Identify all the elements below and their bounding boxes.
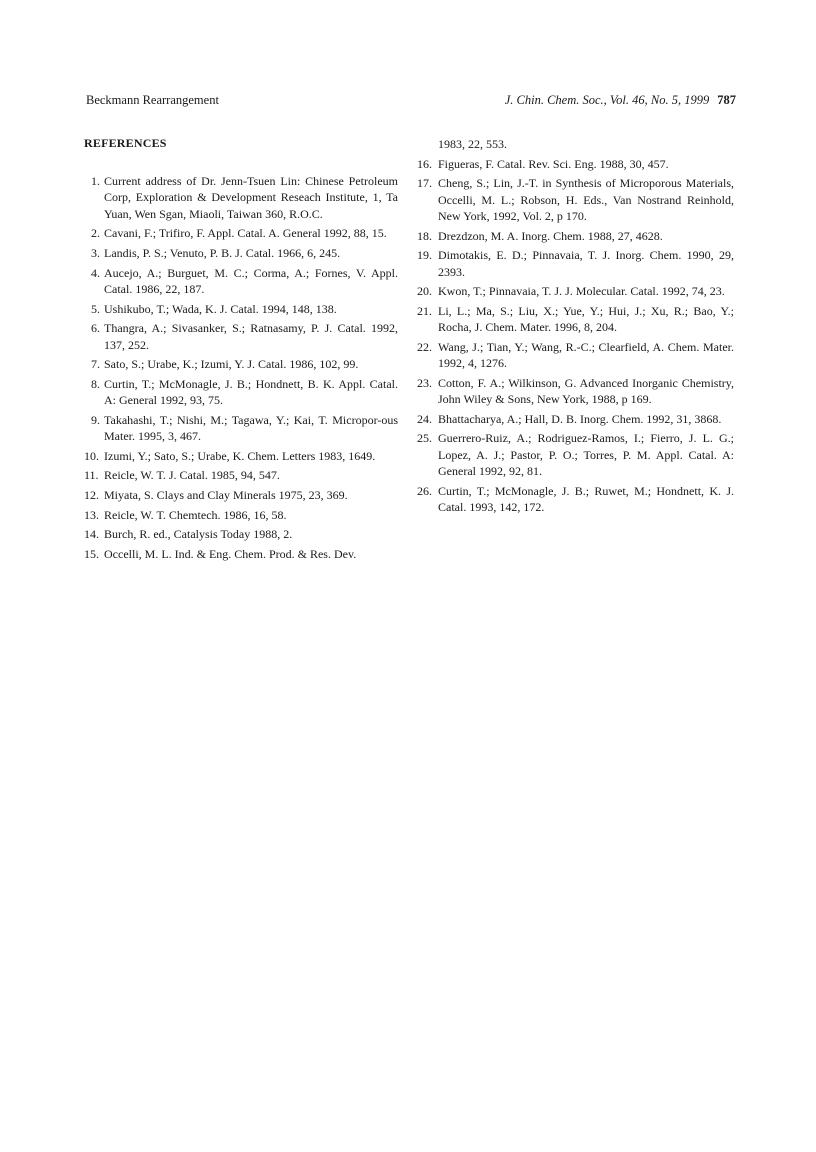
reference-item [86, 376, 398, 409]
reference-text: Aucejo, A.; Burguet, M. C.; Corma, A.; Fornes, V. Appl. Catal. 1986, 22, 187. [104, 265, 398, 296]
reference-item [86, 356, 398, 372]
reference-item [86, 526, 398, 542]
reference-text: Ushikubo, T.; Wada, K. J. Catal. 1994, 148, 138. [104, 301, 337, 316]
page-number: 787 [717, 93, 736, 107]
reference-text: Cotton, F. A.; Wilkinson, G. Advanced Inorganic Chemistry, John Wiley & Sons, New York, 1988, p 169. [438, 375, 734, 407]
reference-text: Izumi, Y.; Sato, S.; Urabe, K. Chem. Letters 1983, 1649. [104, 448, 376, 463]
journal-citation: J. Chin. Chem. Soc., Vol. 46, No. 5, 1999 [504, 93, 710, 107]
reference-text: Landis, P. S.; Venuto, P. B. J. Catal. 1966, 6, 245. [104, 246, 341, 260]
reference-item [86, 173, 398, 222]
references-right-column [419, 136, 734, 519]
reference-item [86, 448, 398, 464]
reference-item [419, 283, 734, 299]
reference-item [86, 245, 398, 261]
reference-text: Burch, R. ed., Catalysis Today 1988, 2. [104, 527, 293, 542]
reference-number: 15. [84, 546, 99, 561]
reference-number: 1. [91, 174, 100, 188]
reference-item [86, 320, 398, 353]
reference-item [419, 303, 734, 336]
reference-text: Miyata, S. Clays and Clay Minerals 1975, 23, 369. [104, 487, 348, 502]
reference-item [86, 546, 398, 562]
reference-item [419, 483, 734, 516]
reference-number: 11. [84, 468, 99, 483]
running-head-journal [505, 93, 736, 108]
reference-item [419, 430, 734, 479]
reference-item [419, 228, 734, 244]
reference-text: Curtin, T.; McMonagle, J. B.; Hondnett, B. K. Appl. Catal. A: General 1992, 93, 75. [104, 376, 398, 408]
reference-item [86, 487, 398, 503]
reference-text: Current address of Dr. Jenn-Tsuen Lin: Chinese Petroleum Corp, Exploration & Development Reseach Institute, 1, Ta Yuan, Wen Sgan, Miaoli, Taiwan 360, R.O.C. [104, 174, 398, 221]
reference-text: Curtin, T.; McMonagle, J. B.; Ruwet, M.; Hondnett, K. J. Catal. 1993, 142, 172. [438, 483, 734, 515]
reference-number: 22. [417, 339, 432, 354]
reference-item [419, 136, 734, 152]
reference-text: Kwon, T.; Pinnavaia, T. J. J. Molecular. Catal. 1992, 74, 23. [438, 284, 725, 299]
reference-number: 13. [84, 507, 99, 522]
reference-item [86, 467, 398, 483]
reference-number: 9. [91, 412, 100, 427]
reference-item [419, 375, 734, 408]
reference-text: Thangra, A.; Sivasanker, S.; Ratnasamy, P. J. Catal. 1992, 137, 252. [104, 321, 398, 352]
reference-text: Cheng, S.; Lin, J.-T. in Synthesis of Microporous Materials, Occelli, M. L.; Robson, H. Eds., Van Nostrand Reinhold, New York, 1992, Vol. 2, p 170. [438, 176, 734, 223]
reference-item [419, 247, 734, 280]
reference-text: Dimotakis, E. D.; Pinnavaia, T. J. Inorg. Chem. 1990, 29, 2393. [438, 248, 734, 279]
reference-text: Reicle, W. T. J. Catal. 1985, 94, 547. [104, 468, 280, 483]
reference-number: 4. [91, 265, 100, 280]
reference-number: 16. [417, 156, 432, 171]
reference-text: Figueras, F. Catal. Rev. Sci. Eng. 1988, 30, 457. [438, 156, 669, 171]
reference-number: 26. [417, 483, 432, 498]
reference-number: 19. [417, 248, 432, 263]
reference-number: 25. [417, 431, 432, 446]
section-title: REFERENCES [84, 136, 167, 150]
reference-number: 21. [417, 303, 432, 318]
reference-item [86, 507, 398, 523]
reference-text: Guerrero-Ruiz, A.; Rodriguez-Ramos, I.; Fierro, J. L. G.; Lopez, A. J.; Pastor, P. O.; Torres, P. M. Appl. Catal. A: General 1992, 92, 81. [438, 431, 734, 479]
reference-number: 5. [91, 301, 100, 316]
reference-number: 20. [417, 284, 432, 299]
reference-item [419, 156, 734, 172]
running-head-title: Beckmann Rearrangement [86, 93, 219, 107]
reference-number: 3. [91, 246, 100, 260]
reference-text: Reicle, W. T. Chemtech. 1986, 16, 58. [104, 507, 287, 522]
reference-item [86, 301, 398, 317]
reference-text: Takahashi, T.; Nishi, M.; Tagawa, Y.; Kai, T. Micropor-ous Mater. 1995, 3, 467. [104, 412, 398, 444]
reference-item [86, 225, 398, 241]
reference-number: 10. [84, 448, 99, 463]
reference-text: Sato, S.; Urabe, K.; Izumi, Y. J. Catal. 1986, 102, 99. [104, 357, 359, 372]
reference-text: Bhattacharya, A.; Hall, D. B. Inorg. Chem. 1992, 31, 3868. [438, 411, 722, 426]
reference-number: 14. [84, 527, 99, 542]
reference-number: 7. [91, 357, 100, 372]
reference-number: 18. [417, 228, 432, 243]
reference-number: 6. [91, 321, 100, 336]
reference-item [419, 411, 734, 427]
reference-number: 2. [91, 226, 100, 241]
reference-item [86, 412, 398, 445]
reference-text: Wang, J.; Tian, Y.; Wang, R.-C.; Clearfield, A. Chem. Mater. 1992, 4, 1276. [438, 339, 734, 371]
reference-number: 24. [417, 411, 432, 426]
reference-number: 8. [91, 376, 100, 391]
reference-item [419, 175, 734, 224]
reference-item [86, 265, 398, 298]
reference-text: Drezdzon, M. A. Inorg. Chem. 1988, 27, 4628. [438, 228, 663, 243]
reference-text: Li, L.; Ma, S.; Liu, X.; Yue, Y.; Hui, J.; Xu, R.; Bao, Y.; Rocha, J. Chem. Mater. 1996, 8, 204. [438, 303, 734, 335]
reference-item [419, 339, 734, 372]
reference-number: 12. [84, 487, 99, 502]
reference-number: 23. [417, 375, 432, 390]
reference-text: Cavani, F.; Trifiro, F. Appl. Catal. A. General 1992, 88, 15. [104, 226, 387, 241]
reference-text: Occelli, M. L. Ind. & Eng. Chem. Prod. & Res. Dev. [104, 546, 357, 561]
references-left-column [86, 173, 398, 565]
reference-number: 17. [417, 176, 432, 191]
reference-text: 1983, 22, 553. [438, 137, 507, 151]
